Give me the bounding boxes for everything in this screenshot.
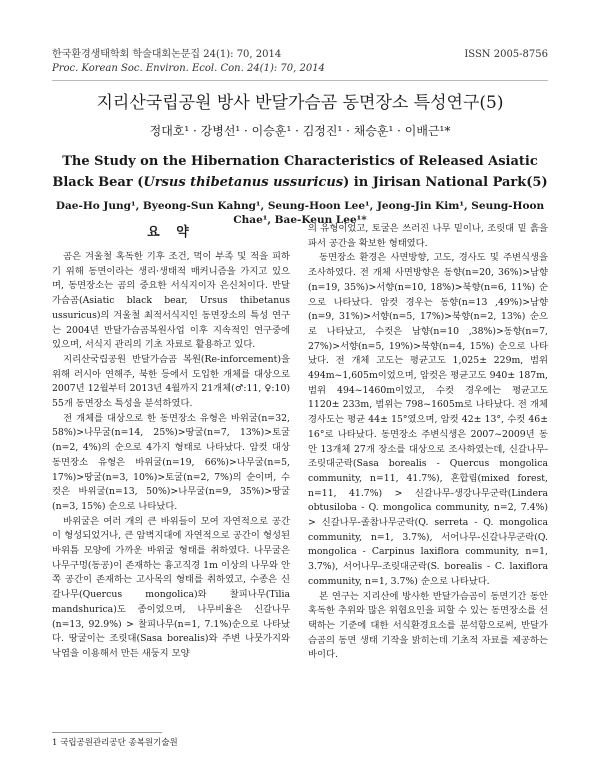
- left-column: [52, 222, 290, 662]
- footnote-divider: [52, 732, 162, 733]
- korean-title: 지리산국립공원 방사 반달가슴곰 동면장소 특성연구(5): [96, 93, 504, 113]
- left-paragraph-2: 지리산국립공원 반달가슴곰 복원(Re-inforcement)을 위해 러시아 연해주, 북한 등에서 도입한 개체를 대상으로 2007년 12월부터 2013년 4월까지 21개체(♂:11, ♀:10) 55개 동면장소 특성을 분석하였다.: [52, 353, 290, 410]
- english-title-part1: The Study on the Hibernation Characteristics of Released Asiatic Black Bear (: [52, 154, 538, 190]
- right-column: [308, 222, 548, 663]
- abstract-title: 요 약: [147, 225, 195, 240]
- english-authors: Dae-Ho Jung¹, Byeong-Sun Kahng¹, Seung-Hoon Lee¹, Jeong-Jin Kim¹, Seung-Hoon Chae¹, Bae-Keun Lee¹*: [55, 200, 545, 226]
- left-paragraph-1: 곰은 겨울철 혹독한 기후 조건, 먹이 부족 및 적을 피하기 위해 동면이라는 생리·생태적 매커니즘을 가지고 있으며, 동면장소는 곰의 중요한 서식지이자 은신처이다. 반달가슴곰(Asiatic black bear, Ursus thibetanus ussuricus)의 겨울철 최적서식지인 동면장소의 특성 연구는 2004년 반달가슴곰복원사업 이후 지속적인 연구중에 있으며, 서식지 관리의 기초 자료로 활용하고 있다.: [52, 251, 290, 351]
- journal-header: [52, 48, 548, 76]
- left-paragraph-4: 바위굴은 여러 개의 큰 바위들이 모여 자연적으로 공간이 형성되었거나, 큰 암벽지대에 자연적으로 공간이 형성된 바위틈 모양에 가까운 바위굴 형태를 취하였다. 나무굴은 나무구멍(동공)이 존재하는 흉고직경 1m 이상의 나무와 안쪽 공간이 존재하는 고사목의 형태를 취하였고, 수종은 신갈나무(Quercus mongolica)와 찰피나무(Tilia mandshurica)도 종이었으며, 나무비율은 신갈나무(n=13, 92.9%) > 찰피나무(n=1, 7.1%)순으로 나타났다. 땅굴이는 조릿대(Sasa borealis)와 주변 나뭇가지와 낙엽을 이용해서 만든 새둥지 모양: [52, 515, 290, 659]
- journal-citation-english: Proc. Korean Soc. Environ. Ecol. Con. 24(1): 70, 2014: [52, 63, 325, 74]
- footnote: 1 국립공원관리공단 종복원기술원: [52, 738, 178, 748]
- english-title-part2: ) in Jirisan National Park(5): [343, 175, 548, 190]
- english-title: [40, 151, 560, 193]
- header-divider: [52, 80, 548, 81]
- left-paragraph-3: 전 개체를 대상으로 한 동면장소 유형은 바위굴(n=32, 58%)>나무굴(n=14, 25%)>땅굴(n=7, 13%)>토굴(n=2, 4%)의 순으로 4가지 형태로 나타났다. 암컷 대상 동면장소 유형은 바위굴(n=19, 66%)>나무굴(n=5, 17%)>땅굴(n=3, 10%)>토굴(n=2, 7%)의 순이며, 수컷은 바위굴(n=13, 50%)>나무굴(n=9, 35%)>땅굴(n=3, 15%) 순으로 나타났다.: [52, 412, 290, 512]
- right-paragraph-2: 동면장소 환경은 사면방향, 고도, 경사도 및 주변식생을 조사하였다. 전 개체 사면방향은 동향(n=20, 36%)>남향(n=19, 35%)>서향(n=10, 18%)>북향(n=6, 11%) 순으로 나타났다. 암컷 경우는 동향(n=13 ,49%)>남향(n=9, 31%)>서향(n=5, 17%)>북향(n=2, 13%) 순으로 나타났고, 수컷은 남향(n=10 ,38%)>동향(n=7, 27%)>서향(n=5, 19%)>북향(n=4, 15%) 순으로 나타났다. 전 개체 고도는 평균고도 1,025± 229m, 범위 494m~1,605m이었으며, 암컷은 평균고도 940± 187m, 범위 494~1460m이었고, 수컷 경우에는 평균고도 1120± 233m, 범위는 798~1605m로 나타났다. 전 개체 경사도는 평균 44± 15°였으며, 암컷 42± 13°, 수컷 46± 16°로 나타났다. 동면장소 주변식생은 2007~2009년 동안 13개체 27개 장소를 대상으로 조사하였는데, 신갈나무-조릿대군락(Sasa borealis - Quercus mongolica community, n=11, 41.7%), 혼합림(mixed forest, n=11, 41.7%) > 신갈나무-생강나무군락(Lindera obtusiloba - Q. mongolica community, n=2, 7.4%) > 신갈나무-졸참나무군락(Q. serreta - Q. mongolica community, n=1, 3.7%), 서어나무-신갈나무군락(Q. mongolica - Carpinus laxiflora community, n=1, 3.7%), 서어나무-조릿대군락(S. borealis - C. laxiflora community, n=1, 3.7%) 순으로 나타났다.: [308, 252, 548, 587]
- right-paragraph-3: 본 연구는 지리산에 방사한 반달가슴곰이 동면기간 동안 혹독한 추위와 많은 위협요인을 피할 수 있는 동면장소를 선택하는 기준에 대한 서식환경요소를 분석함으로써, 반달가슴곰의 동면 생태 기작을 밝히는데 기초적 자료를 제공하는 바이다.: [308, 590, 548, 661]
- right-paragraph-1: 의 유형이었고, 토굴은 쓰러진 나무 밑이나, 조릿대 밑 흙을 파서 공간을 확보한 형태였다.: [308, 223, 548, 249]
- journal-citation-korean: 한국환경생태학회 학술대회논문집 24(1): 70, 2014: [52, 49, 282, 60]
- korean-authors: 정대호¹ · 강병선¹ · 이승훈¹ · 김정진¹ · 채승훈¹ · 이배근¹*: [149, 124, 451, 138]
- english-title-species: Ursus thibetanus ussuricus: [143, 175, 344, 190]
- issn: ISSN 2005-8756: [464, 49, 548, 60]
